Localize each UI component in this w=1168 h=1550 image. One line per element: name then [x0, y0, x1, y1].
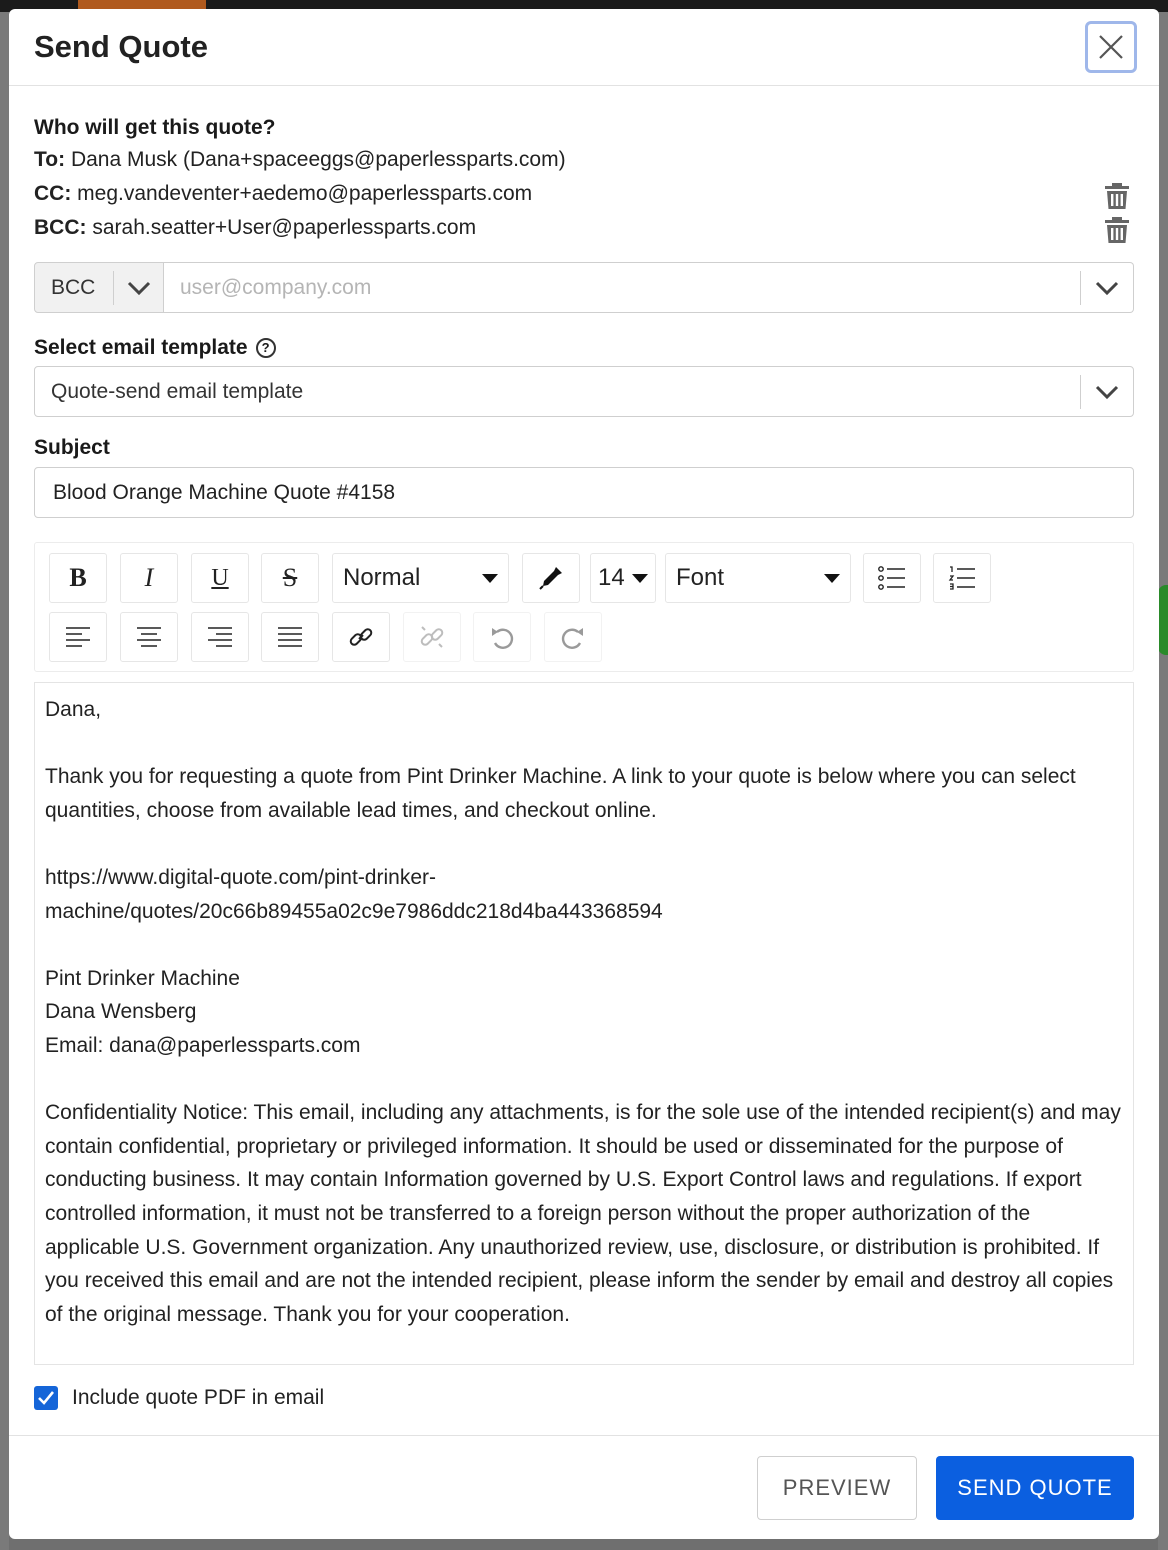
- strikethrough-button[interactable]: S: [261, 553, 319, 603]
- recipients-heading: Who will get this quote?: [34, 116, 276, 139]
- bcc-value: sarah.seatter+User@paperlessparts.com: [92, 216, 477, 239]
- caret-down-icon: [632, 574, 648, 583]
- cc-label: CC:: [34, 182, 72, 205]
- email-body-editor[interactable]: [34, 682, 1134, 1365]
- email-template-value: Quote-send email template: [51, 379, 304, 403]
- body-greeting: Dana,: [45, 698, 102, 721]
- add-recipient-row: [34, 262, 1134, 313]
- bcc-label: BCC:: [34, 216, 87, 239]
- cc-value: meg.vandeventer+aedemo@paperlessparts.com: [77, 182, 533, 205]
- align-center-button[interactable]: [120, 612, 178, 662]
- align-justify-icon: [277, 626, 303, 648]
- block-type-dropdown[interactable]: [332, 553, 509, 603]
- text-color-button[interactable]: [522, 553, 580, 603]
- close-icon: [1098, 34, 1124, 60]
- delete-cc-trash-icon[interactable]: [1104, 182, 1130, 210]
- recipient-email-placeholder: user@company.com: [180, 275, 372, 299]
- modal-title: Send Quote: [34, 29, 208, 64]
- include-pdf-checkbox[interactable]: [34, 1386, 58, 1410]
- recipient-type-select[interactable]: [34, 262, 164, 313]
- body-paragraph: Thank you for requesting a quote from Pint Drinker Machine. A link to your quote is below where you can select quantities, choose from available lead times, and checkout online.: [45, 765, 1076, 822]
- help-icon[interactable]: ?: [256, 338, 276, 358]
- undo-icon: [489, 624, 515, 650]
- underline-button[interactable]: U: [191, 553, 249, 603]
- preview-button[interactable]: PREVIEW: [757, 1456, 917, 1520]
- align-right-button[interactable]: [191, 612, 249, 662]
- bcc-recipient: [34, 216, 476, 240]
- template-label: [34, 336, 276, 360]
- send-quote-button[interactable]: SEND QUOTE: [936, 1456, 1134, 1520]
- include-pdf-option[interactable]: [34, 1386, 324, 1410]
- cc-recipient: [34, 182, 532, 206]
- align-left-button[interactable]: [49, 612, 107, 662]
- numbered-list-icon: [948, 566, 976, 590]
- eyedropper-icon: [538, 565, 564, 591]
- quote-link-line2: machine/quotes/20c66b89455a02c9e7986ddc218d4ba443368594: [45, 899, 663, 923]
- include-pdf-label: Include quote PDF in email: [72, 1386, 325, 1409]
- recipient-email-input[interactable]: [164, 262, 1134, 313]
- bold-button[interactable]: B: [49, 553, 107, 603]
- close-button[interactable]: [1085, 21, 1137, 73]
- recipient-type-value: BCC: [51, 275, 96, 299]
- subject-label: Subject: [34, 436, 110, 459]
- justify-button[interactable]: [261, 612, 319, 662]
- delete-bcc-trash-icon[interactable]: [1104, 216, 1130, 244]
- chevron-down-icon[interactable]: [1081, 280, 1133, 296]
- background-app-left: [0, 12, 9, 1550]
- modal-footer: [9, 1435, 1159, 1539]
- insert-link-button[interactable]: [332, 612, 390, 662]
- quote-link-line1: https://www.digital-quote.com/pint-drinker-: [45, 865, 436, 889]
- subject-input[interactable]: Blood Orange Machine Quote #4158: [34, 467, 1134, 518]
- unlink-icon: [419, 624, 445, 650]
- bulleted-list-icon: [878, 566, 906, 590]
- undo-button[interactable]: [473, 612, 531, 662]
- caret-down-icon: [482, 574, 498, 583]
- chevron-down-icon[interactable]: [114, 280, 163, 296]
- send-quote-modal: [9, 9, 1159, 1539]
- align-center-icon: [136, 626, 162, 648]
- to-recipient: [34, 148, 566, 172]
- checkmark-icon: [37, 1390, 55, 1406]
- redo-icon: [560, 624, 586, 650]
- bulleted-list-button[interactable]: [863, 553, 921, 603]
- caret-down-icon: [824, 574, 840, 583]
- align-right-icon: [207, 626, 233, 648]
- background-app-right: [1158, 12, 1168, 1550]
- signature-email: Email: dana@paperlessparts.com: [45, 1033, 361, 1057]
- to-value: Dana Musk (Dana+spaceeggs@paperlessparts.com): [70, 148, 566, 171]
- link-icon: [348, 624, 374, 650]
- redo-button[interactable]: [544, 612, 602, 662]
- font-size-dropdown[interactable]: [590, 553, 656, 603]
- font-size-value: 14: [598, 564, 625, 591]
- align-left-icon: [65, 626, 91, 648]
- numbered-list-button[interactable]: [933, 553, 991, 603]
- remove-link-button[interactable]: [403, 612, 461, 662]
- italic-button[interactable]: I: [120, 553, 178, 603]
- background-app-green-element: [1158, 585, 1168, 655]
- confidentiality-notice: Confidentiality Notice: This email, including any attachments, is for the sole use of the intended recipient(s) and may contain confidential, proprietary or privileged information. It should be used or disseminated for the purpose of conducting business. It may contain Information governed by U.S. Export Control laws and regulations. If export controlled information, it must not be transferred to a foreign person without the proper authorization of the applicable U.S. Government organization. Any unauthorized review, use, disclosure, or distribution is prohibited. If you received this email and are not the intended recipient, please inform the sender by email and destroy all copies of the original message. Thank you for your cooperation.: [45, 1101, 1121, 1326]
- font-family-value: Font: [676, 564, 725, 591]
- font-family-dropdown[interactable]: [665, 553, 851, 603]
- to-label: To:: [34, 148, 66, 171]
- template-label-text: Select email template: [34, 336, 248, 359]
- email-template-select[interactable]: [34, 366, 1134, 417]
- editor-toolbar: [34, 542, 1134, 672]
- signature-company: Pint Drinker Machine: [45, 966, 240, 990]
- signature-name: Dana Wensberg: [45, 1000, 197, 1024]
- block-type-value: Normal: [343, 564, 421, 591]
- modal-header: [9, 9, 1159, 86]
- chevron-down-icon[interactable]: [1081, 384, 1133, 400]
